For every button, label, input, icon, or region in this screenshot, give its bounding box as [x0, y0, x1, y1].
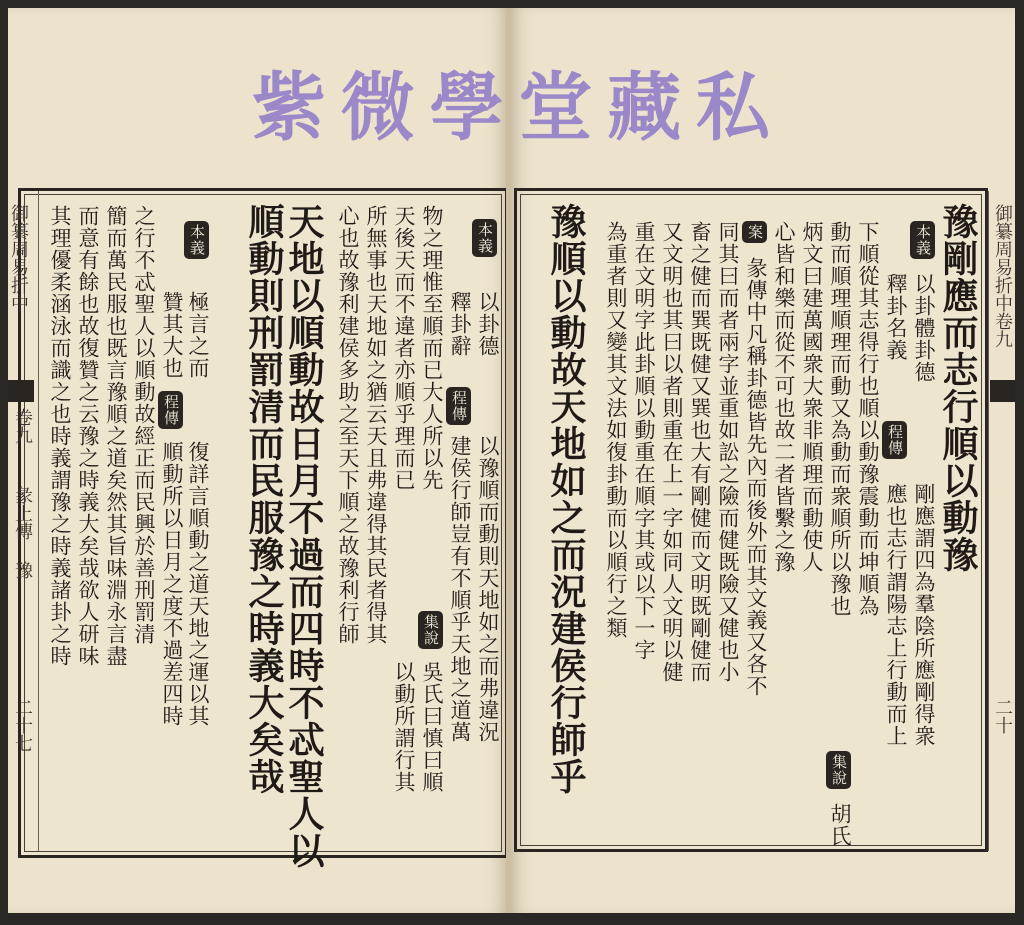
- left-chengzhuan2-col-6: 其理優柔涵泳而識之也時義謂豫之時義諸卦之時: [48, 205, 72, 667]
- left-benyi-col-2: 釋卦辭: [448, 291, 472, 357]
- left-chengzhuan2-col-4: 簡而萬民服也既言豫順之道矣然其旨味淵永言盡: [104, 205, 128, 667]
- left-chengzhuan2-col-1: 復詳言順動之道天地之運以其: [186, 441, 210, 727]
- left-jishuo-col-2: 以動所謂行其: [392, 661, 416, 793]
- left-chengzhuan-col-1: 以豫順而動則天地如之而弗違況: [476, 435, 500, 743]
- left-chengzhuan-col-4: 天後天而不違者亦順乎理而已: [392, 205, 416, 491]
- right-jishuo-col-3: 心皆和樂而從不可也故二者皆繫之豫: [772, 221, 796, 573]
- left-chengzhuan-col-2: 建侯行師豈有不順乎天地之道萬: [448, 435, 472, 743]
- right-margin-rule: [988, 191, 989, 851]
- seal-char-3: 學: [429, 65, 506, 151]
- right-chengzhuan-col-2: 應也志行謂陽志上行動而上: [884, 483, 908, 747]
- left-margin-volume: 卷九: [12, 408, 33, 444]
- left-jishuo-tag: 集說: [418, 611, 443, 653]
- seal-char-4: 堂: [518, 65, 595, 151]
- seal-char-6: 私: [695, 65, 772, 151]
- collector-seal-stamp: [252, 52, 772, 152]
- left-benyi-tag: 本義: [472, 219, 497, 261]
- left-jishuo-col-3: 所無事也天地如之猶云天且弗違得其民者得其: [364, 205, 388, 645]
- seal-char-1: 紫: [252, 65, 328, 151]
- left-margin-fishtail: [8, 380, 34, 402]
- right-margin-page: 二十: [992, 698, 1013, 734]
- right-an-col-4: 又文明也其曰以者則重在上一字如同人文明以健: [660, 221, 684, 683]
- right-chengzhuan-col-1: 剛應謂四為羣陰所應剛得衆: [912, 483, 936, 747]
- left-margin-title: 御纂周易折中: [8, 204, 29, 312]
- right-an-tag: 案: [742, 221, 767, 247]
- left-chengzhuan2-tag: 程傳: [158, 391, 183, 433]
- left-chengzhuan2-col-2: 順動所以日月之度不過差四時: [160, 441, 184, 727]
- left-chengzhuan2-col-5: 而意有餘也故復贊之云豫之時義大矣哉欲人研味: [76, 205, 100, 667]
- left-margin-page: 二十七: [12, 698, 33, 752]
- left-main-text-col-1: 天地以順動故日月不過而四時不忒聖人以: [283, 203, 325, 869]
- right-chengzhuan-tag: 程傳: [882, 421, 907, 463]
- left-benyi2-col-2: 贊其大也: [160, 291, 184, 379]
- left-benyi-col-1: 以卦德: [476, 291, 500, 357]
- left-text-frame: [18, 188, 508, 869]
- left-chengzhuan-col-3: 物之理惟至順而已大人所以先: [420, 205, 444, 491]
- right-an-col-3: 畜之健而巽既健又巽也大有剛健而文明既剛健而: [688, 221, 712, 683]
- right-margin-title: 御纂周易折中卷九: [992, 204, 1013, 348]
- left-main-text-col-2: 順動則刑罰清而民服豫之時義大矣哉: [243, 203, 285, 795]
- right-heading-col: 豫剛應而志行順以動豫: [937, 203, 979, 573]
- left-margin-section: 彖上傳 豫: [12, 486, 33, 579]
- right-jishuo-tag: 集說: [826, 751, 851, 793]
- right-benyi-col-1: 以卦體卦德: [912, 273, 936, 383]
- left-jishuo-col-4: 心也故豫利建侯多助之至天下順之故豫利行師: [336, 205, 360, 645]
- right-jishuo-col-2: 炳文曰建萬國衆大衆非順理而動使人: [800, 221, 824, 573]
- right-margin-fishtail: [990, 380, 1015, 402]
- left-chengzhuan-tag: 程傳: [446, 387, 471, 429]
- right-an-col-6: 為重者則又變其文法如復卦動而以順行之類: [604, 221, 628, 639]
- right-chengzhuan-col-3: 下順從其志得行也順以動豫震動而坤順為: [856, 221, 880, 617]
- right-an-col-5: 重在文明字此卦順以動重在順字其或以下一字: [632, 221, 656, 661]
- right-jishuo-col-1: 胡氏: [828, 803, 852, 847]
- right-benyi-tag: 本義: [910, 221, 935, 263]
- left-margin-rule: [38, 191, 39, 851]
- left-benyi2-col-1: 極言之而: [186, 291, 210, 379]
- left-jishuo-col-1: 吳氏曰慎曰順: [420, 661, 444, 793]
- right-main-text-col: 豫順以動故天地如之而況建侯行師乎: [545, 203, 587, 795]
- right-text-frame: [514, 188, 988, 852]
- seal-char-5: 藏: [607, 65, 684, 151]
- right-an-col-2: 同其曰而者兩字並重如訟之險而健既險又健也小: [716, 221, 740, 683]
- right-benyi-col-2: 釋卦名義: [884, 273, 908, 361]
- seal-char-2: 微: [340, 65, 417, 151]
- right-chengzhuan-col-4: 動而順理順理而動又為動而衆順所以豫也: [828, 221, 852, 617]
- right-an-col-1: 彖傳中凡稱卦德皆先內而後外而其文義又各不: [744, 257, 768, 697]
- left-benyi2-tag: 本義: [184, 221, 209, 263]
- left-chengzhuan2-col-3: 之行不忒聖人以順動故經正而民興於善刑罰清: [132, 205, 156, 645]
